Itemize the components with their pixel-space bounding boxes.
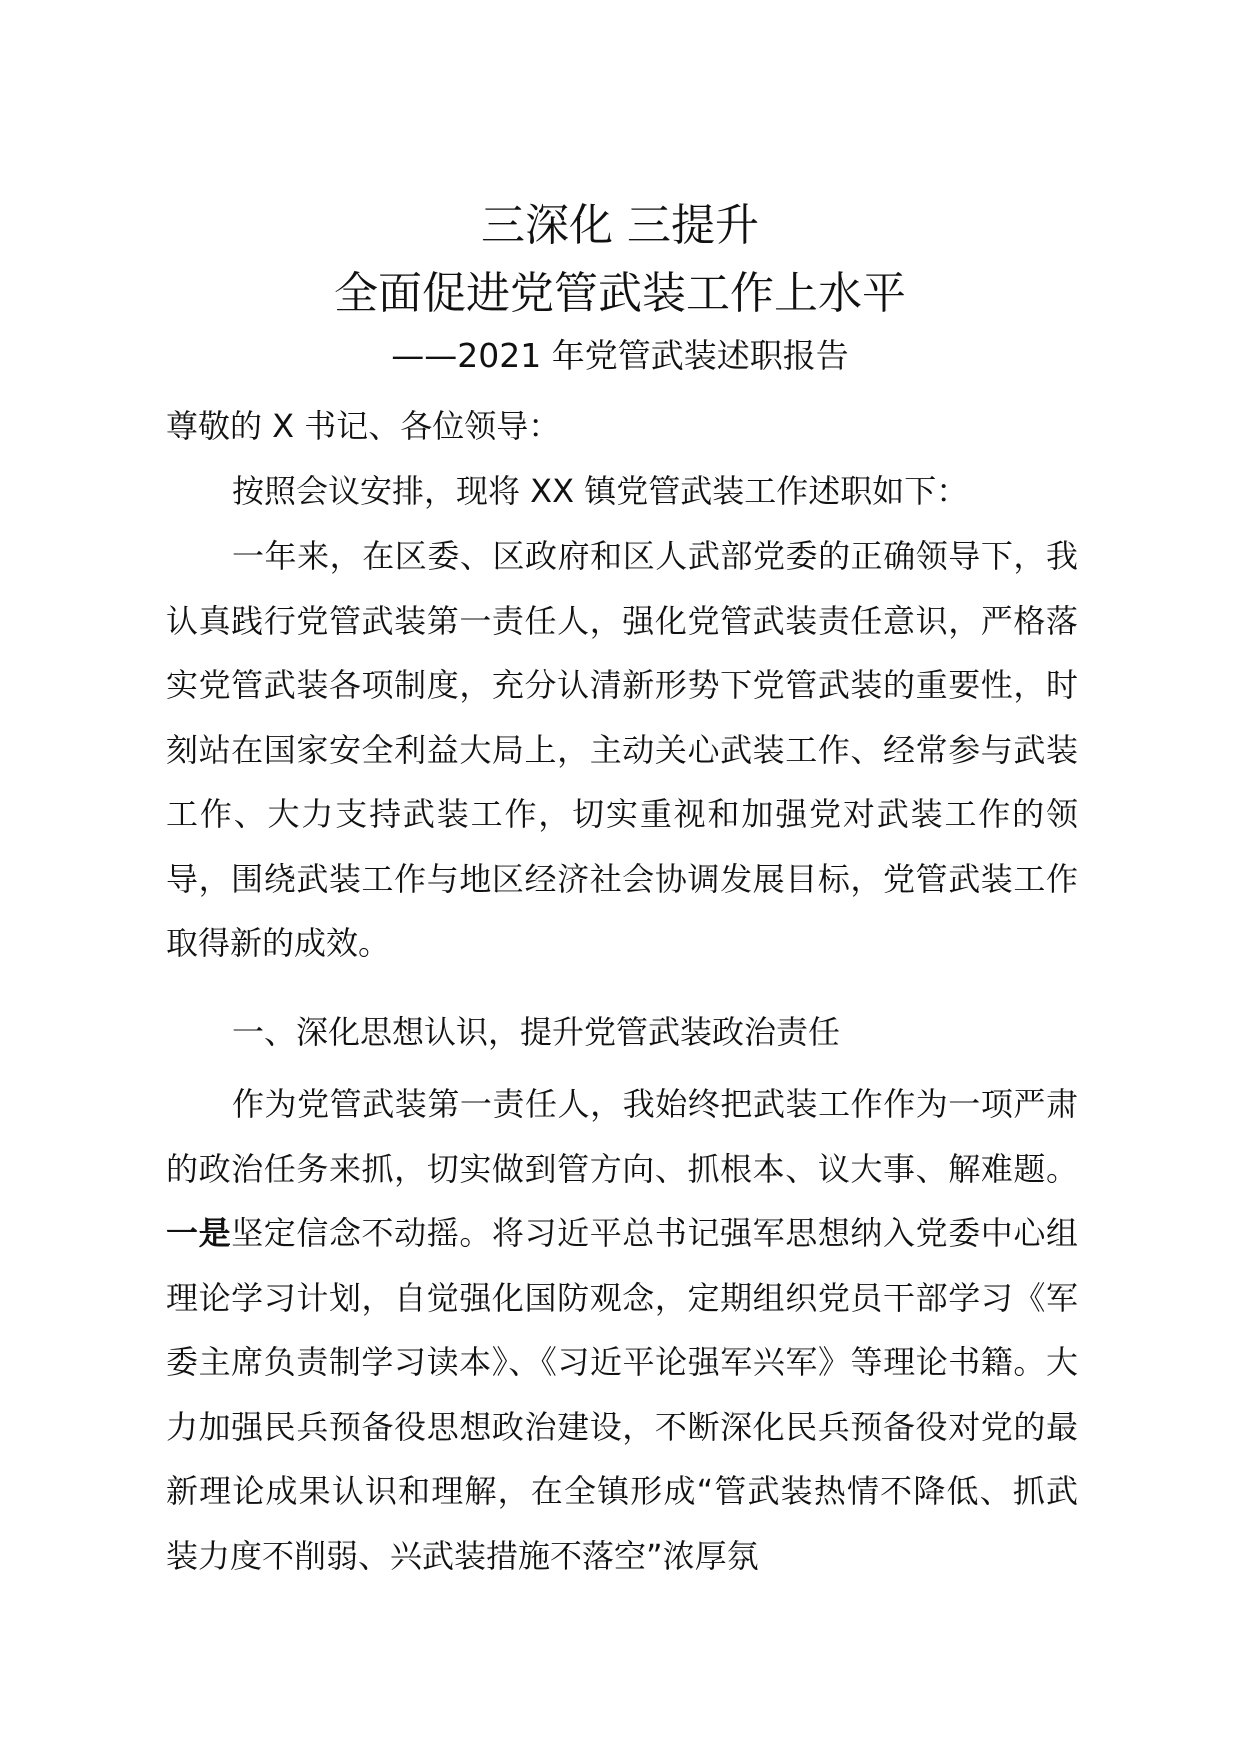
subtitle: ——2021 年党管武装述职报告 (391, 336, 849, 375)
title-line-2: 全面促进党管武装工作上水平 (334, 268, 906, 319)
paragraph-2-bold-marker: 一是 (166, 1214, 232, 1252)
section-1-heading: 一、深化思想认识，提升党管武装政治责任 (232, 1013, 841, 1051)
paragraph-1: 一年来，在区委、区政府和区人武部党委的正确领导下，我认真践行党管武装第一责任人，强化党管武装责任意识，严格落实党管武装各项制度，充分认清新形势下党管武装的重要性，时刻站在国家安全利益大局上，主动关心武装工作、经常参与武装工作、大力支持武装工作，切实重视和加强党对武装工作的领导，围绕武装工作与地区经济社会协调发展目标，党管武装工作取得新的成效。 (166, 537, 1078, 962)
paragraph-2-text-a: 作为党管武装第一责任人，我始终把武装工作作为一项严肃的政治任务来抓，切实做到管方向、抓根本、议大事、解难题。 (166, 1085, 1078, 1188)
paragraph-2-text-b: 坚定信念不动摇。将习近平总书记强军思想纳入党委中心组理论学习计划，自觉强化国防观念，定期组织党员干部学习《军委主席负责制学习读本》、《习近平论强军兴军》等理论书籍。大力加强民兵预备役思想政治建设，不断深化民兵预备役对党的最新理论成果认识和理解，在全镇形成“管武装热情不降低、抓武装力度不削弱、兴武装措施不落空”浓厚氛 (166, 1214, 1078, 1575)
intro-paragraph: 按照会议安排，现将 XX 镇党管武装工作述职如下： (232, 472, 969, 510)
salutation: 尊敬的 X 书记、各位领导： (166, 407, 561, 445)
paragraph-2 (166, 1072, 1078, 1588)
title-line-1: 三深化 三提升 (481, 200, 759, 251)
